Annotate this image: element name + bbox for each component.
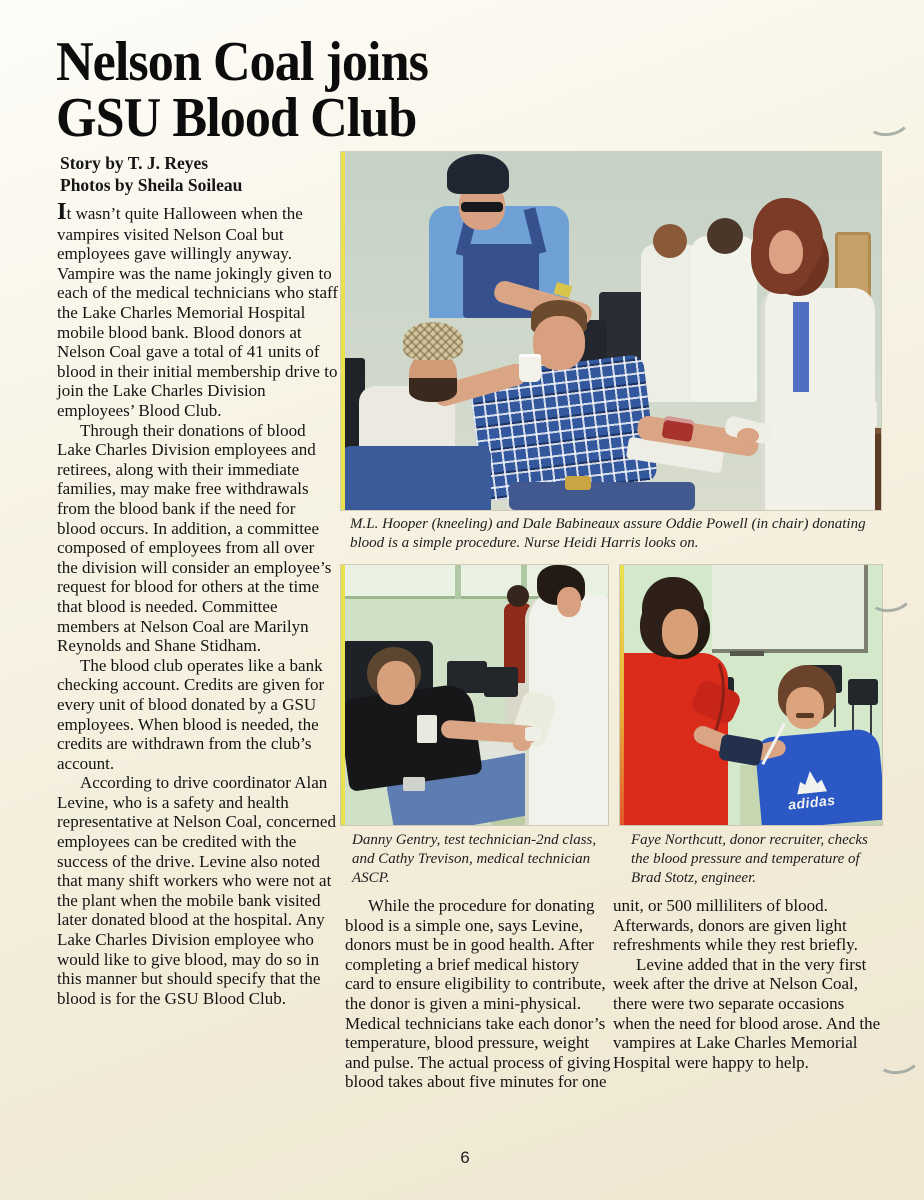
whiteboard-tray (730, 651, 764, 656)
background-person-head (507, 585, 529, 607)
background-chair (848, 679, 878, 705)
glasses (461, 202, 503, 212)
paragraph: The blood club operates like a bank checking account. Credits are given for every unit of blood donated by a GSU employees. When blood is needed, the credits are withdrawn from the club’s account. (57, 655, 325, 773)
page-number: 6 (460, 1148, 470, 1167)
window-mullion (455, 565, 461, 599)
id-badge (417, 715, 437, 743)
title-line-1: Nelson Coal joins (56, 31, 428, 93)
photo-edge-artifact (341, 565, 345, 825)
page-curl-mark (864, 103, 912, 139)
title-line-2: GSU Blood Club (56, 87, 417, 149)
paragraph: Levine added that in the very first week after the drive at Nelson Coal, there were two separate occasions when the need for blood arose. And the vampires at Lake Charles Memorial Hospital were happy to help. (613, 954, 881, 1072)
donor-face (786, 687, 824, 729)
kneeling-man-cap (403, 322, 463, 360)
paragraph: It wasn’t quite Halloween when the vampires visited Nelson Coal but employees gave willingly anyway. Vampire was the name jokingly given to each of the medical technicians who staff the Lake Charles Memorial Hospital mobile blood bank. Blood donors at Nelson Coal gave a total of 41 units of blood in their initial membership drive to join the Lake Charles Division employees’ Blood Club. (57, 198, 339, 420)
drink-cup (519, 354, 541, 382)
photo-blood-drive-main (341, 152, 881, 510)
paragraph: According to drive coordinator Alan Levine, who is a safety and health representative at Nelson Coal, concerned employees can be credited with the success of the drive. Levine also noted that many shift workers who were not at the plant when the mobile bank visited later donated blood at the hospital. Any Lake Charles Division employee who would like to give blood, may do so in this manner but should specify that the blood is for the GSU Blood Club. (57, 773, 336, 1008)
donor-jeans (509, 482, 695, 510)
story-credit: Story by T. J. Reyes (60, 153, 209, 173)
background-chair (484, 667, 518, 697)
nurse-coat (761, 288, 875, 510)
photo-caption-gentry: Danny Gentry, test technician-2nd class, and Cathy Trevison, medical technician ASCP. (352, 832, 597, 886)
technician-head (707, 218, 743, 254)
photo-caption-northcutt: Faye Northcutt, donor recruiter, checks the blood pressure and temperature of Brad Stotz, engineer. (631, 832, 868, 886)
nurse-hand (737, 428, 759, 444)
belt-buckle (403, 777, 425, 791)
shirt-brand-text: adidas (787, 791, 837, 813)
article-title (56, 31, 428, 149)
kneeling-man-beard (409, 378, 457, 402)
nurse-face (769, 230, 803, 274)
photo-credit: Photos by Sheila Soileau (60, 175, 243, 196)
paragraph: Through their donations of blood Lake Charles Division employees and retirees, along with their immediate families, may make free withdrawals from the blood bank if the need for blood occurs. In addition, a committee composed of employees from all over the division will consider an employee’s request for blood for others at the time that blood is needed. Committee members at Nelson Coal are Marilyn Reynolds and Shane Stidham. (57, 420, 332, 656)
paragraph: unit, or 500 milliliters of blood. Afterwards, donors are given light refreshments while they rest briefly. (613, 896, 858, 955)
photo-caption-main: M.L. Hooper (kneeling) and Dale Babineaux assure Oddie Powell (in chair) donating blood is a simple procedure. Nurse Heidi Harris looks on. (350, 516, 866, 551)
technician-face (557, 587, 581, 617)
body-right-column (613, 896, 885, 1072)
body-middle-column (345, 896, 611, 1092)
photo-gentry-trevison (341, 565, 608, 825)
photo-edge-artifact (620, 565, 624, 825)
belt-buckle (565, 476, 591, 490)
kneeling-man-overalls (341, 446, 491, 510)
recruiter-face (662, 609, 698, 655)
donor-mustache (796, 713, 814, 718)
blood-pressure-cuff (661, 416, 694, 442)
photo-edge-artifact (341, 152, 345, 510)
photo-northcutt-stotz (620, 565, 882, 825)
wrist-band (525, 727, 541, 741)
paragraph: While the procedure for donating blood is a simple one, says Levine, donors must be in good health. After completing a brief medical history card to ensure eligibility to contribute, the donor is given a mini-physical. Medical technicians take each donor’s temperature, blood pressure, weight and pulse. The actual process of giving blood takes about five minutes for one (345, 896, 611, 1092)
technician-head (653, 224, 687, 258)
technician-figure (691, 236, 757, 402)
donor-face (377, 661, 415, 705)
standing-man-cap (447, 154, 509, 194)
whiteboard (712, 565, 868, 653)
byline (60, 152, 242, 197)
body-left-column (57, 200, 338, 1008)
nurse-blue-shirt (793, 302, 809, 392)
